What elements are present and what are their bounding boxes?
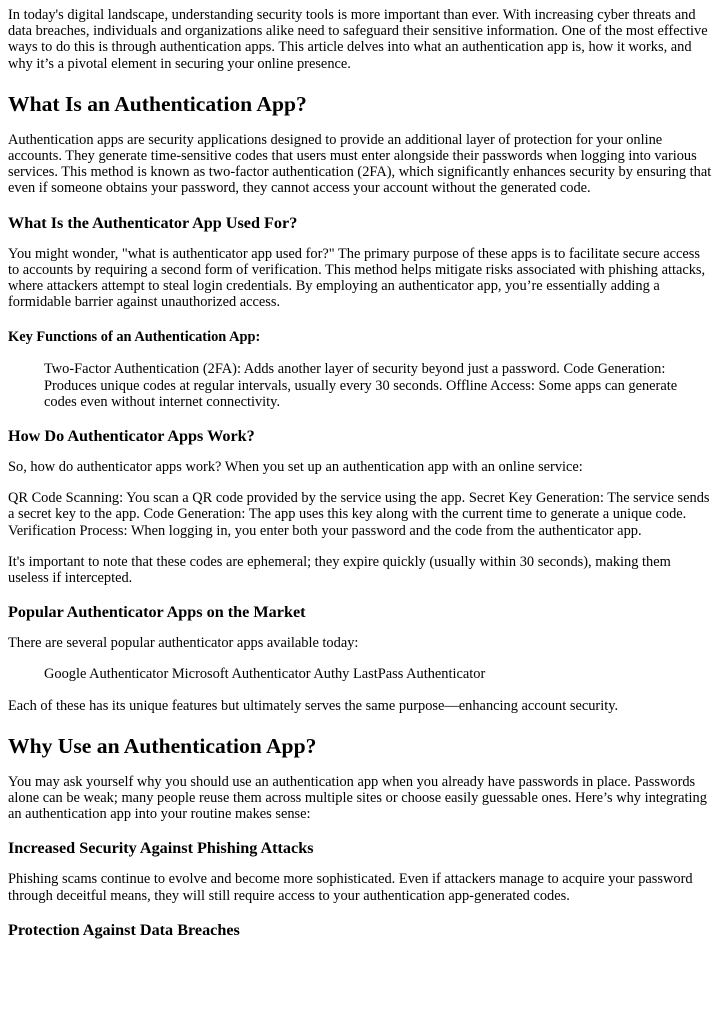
heading-key-functions: Key Functions of an Authentication App: [8, 329, 261, 346]
paragraph-how-work-note: It's important to note that these codes are ephemeral; they expire quickly (usually within 30 seconds), making them useless if intercepted. [8, 553, 671, 587]
paragraph-popular-summary: Each of these has its unique features but ultimately serves the same purpose—enhancing account security. [8, 697, 619, 714]
heading-how-work: How Do Authenticator Apps Work? [8, 427, 255, 446]
paragraph-how-work-intro: So, how do authenticator apps work? When you set up an authentication app with an online service: [8, 459, 583, 476]
heading-popular-apps: Popular Authenticator Apps on the Market [8, 603, 306, 622]
heading-what-is-authentication-app: What Is an Authentication App? [8, 91, 307, 116]
intro-paragraph: In today's digital landscape, understanding security tools is more important than ever. With increasing cyber threats and data breaches, individuals and organizations alike need to safeguard their sensitive information. One of the most effective ways to do this is through authentication apps. This article delves into what an authentication app is, how it works, and why it’s a pivotal element in securing your online presence. [8, 7, 708, 72]
paragraph-popular-intro: There are several popular authenticator apps available today: [8, 635, 359, 652]
heading-data-breaches: Protection Against Data Breaches [8, 920, 240, 939]
heading-used-for: What Is the Authenticator App Used For? [8, 213, 298, 232]
heading-phishing: Increased Security Against Phishing Attacks [8, 839, 314, 858]
paragraph-used-for: You might wonder, "what is authenticator app used for?" The primary purpose of these apps is to facilitate secure access to accounts by requiring a second form of verification. This method helps mitigate risks associated with phishing attacks, where attackers attempt to steal login credentials. By employing an authenticator app, you’re essentially adding a formidable barrier against unauthorized access. [8, 245, 706, 311]
key-functions-list: Two-Factor Authentication (2FA): Adds another layer of security beyond just a password. Code Generation: Produces unique codes at regular intervals, usually every 30 seconds. Offline Access: Some apps can generate codes even without internet connectivity. [44, 361, 678, 410]
popular-apps-list: Google Authenticator Microsoft Authenticator Authy LastPass Authenticator [44, 666, 486, 683]
paragraph-authentication-apps: Authentication apps are security applications designed to provide an additional layer of protection for your online accounts. They generate time-sensitive codes that users must enter alongside their passwords when logging into various services. This method is known as two-factor authentication (2FA), which significantly enhances security by ensuring that even if someone obtains your password, they cannot access your account without the generated code. [8, 131, 712, 197]
heading-why-use: Why Use an Authentication App? [8, 733, 317, 758]
paragraph-phishing: Phishing scams continue to evolve and become more sophisticated. Even if attackers manage to acquire your password through deceitful means, they will still require access to your authentication app-generated codes. [8, 871, 693, 904]
paragraph-how-work-steps: QR Code Scanning: You scan a QR code provided by the service using the app. Secret Key Generation: The service sends a secret key to the app. Code Generation: The app uses this key along with the current time to generate a unique code. Verification Process: When logging in, you enter both your password and the code from the authenticator app. [8, 490, 710, 539]
paragraph-why-use: You may ask yourself why you should use an authentication app when you already have passwords in place. Passwords alone can be weak; many people reuse them across multiple sites or choose easily guessable ones. Here’s why integrating an authentication app into your routine makes sense: [8, 773, 707, 823]
